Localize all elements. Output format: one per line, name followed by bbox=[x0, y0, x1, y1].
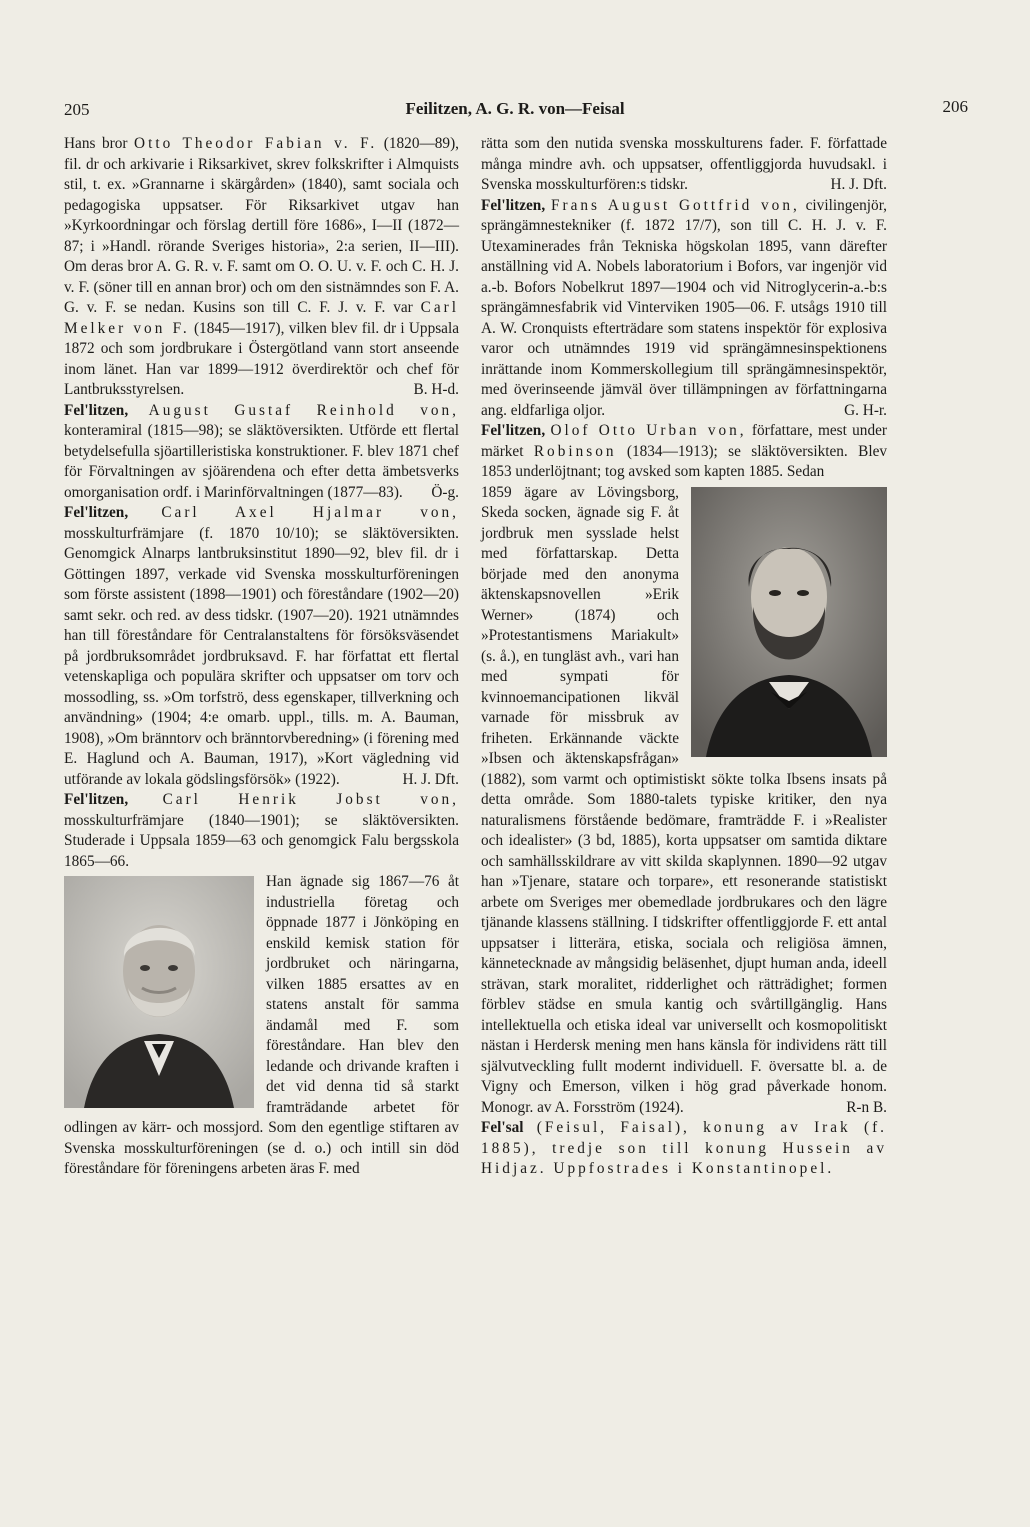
intro-text-2: (1820—89), fil. dr och arkivarie i Riksarkivet, skrev folkskrifter i Almquists stil, t. ex. »Grannarne i skärgården» (1840), samt sociala och pedagogiska uppsatser. För Riksarkivet utgav han »Kyrkoordningar och förslag dertill före 1686», I—II (1872—87; i »Handl. rörande Sveriges historia», 2:a serien, II—III). Om deras bror A. G. R. v. F. samt om O. O. U. v. F. och C. H. J. v. F. (söner till en annan bror) och om den sistnämndes son F. A. G. v. F. se nedan. Kusins son till C. F. J. v. F. var bbox=[64, 135, 459, 316]
entry-text: 1859 ägare av Lövingsborg, Skeda socken, ägnade sig F. åt jordbruk men sysslade helst med författarskap. Detta började med den anonyma äktenskapsnovellen »Erik Werner» (1874) och »Protestantismens Mariakult» (s. å.), en tungläst avh., vari han med sympati för kvinnoemancipationen likväl varnade för missbruk av friheten. Erkännande väckte »Ibsen och äktenskapsfrågan» (1882), som varmt och optimistiskt sökte tolka Ibsens insats på detta område. Som 1880-talets typiske kritiker, den nya naturalismens förstående bedömare, framträdde F. i »Realister och idealister» (3 bd, 1885), korta uppsatser om samtida diktare och samhällsskildrare av vitt skilda skaplynnen. 1890—92 utgav han »Tjenare, statare och torpare», ett resonerande statistiskt arbete om Sveriges mer obemedlade jordbrukares och den lägre tjänande klassens ställning. I tidskrifter offentliggjorde F. ett antal uppsatser i litterära, etiska, sociala och religiösa ämnen, kännetecknade av mångsidig beläsenhet, djupt human anda, ideell strävan, stark moralitet, ridderlighet och rätträdighet; formen förblev städse en smula kantig och svårtillgänglig. Hans intellektuella och etiska ideal var universellt och kosmopolitiskt nästan i Herdersk mening men hans känsla för individens rätt till självutveckling fullt modernt individuell. F. översatte bl. a. de Vigny och Emerson, vilken i hög grad påverkade honom. Monogr. av A. Forsström (1924). bbox=[481, 483, 887, 1116]
left-column bbox=[64, 134, 459, 1180]
signature: B. H-d. bbox=[413, 381, 459, 398]
entry-text: mosskulturfrämjare (f. 1870 10/10); se släktöversikten. Genomgick Alnarps lantbruksinstitut 1890—92, blev fil. dr i Göttingen 1897, verkade vid Svenska mosskulturföreningen som förste assistent (1898—1901) och föreståndare (1902—20) samt sekr. och red. av dess tidskr. (1907—20). 1921 utnämndes han till föreståndare för Centralanstaltens för försöksväsendet på jordbruksområdet jordbruksavd. F. har författat ett flertal vetenskapliga och populära skrifter och uppsatser om torv och mossodling, ss. »Om torfströ, dess egenskaper, tillverkning och användning» (1904; 4:e omarb. uppl., tills. m. A. Bauman, 1908), »Om bränntorv och bränntorvberedning» (i förening med E. Haglund och A. Bauman, 1917), »Kort vägledning vid utförande av lokala gödslingsförsök» (1922). bbox=[64, 524, 459, 788]
entry-frans-august bbox=[481, 196, 887, 422]
signature: H. J. Dft. bbox=[402, 770, 459, 788]
entry-headword: Fel'litzen, bbox=[64, 791, 129, 808]
portrait-image bbox=[64, 876, 254, 1108]
entry-text: (Feisul, Faisal), konung av Irak (f. 1885), tredje son till konung Hussein av Hidjaz. Uppfostrades i Konstantinopel. bbox=[481, 1119, 887, 1177]
page-number-left: 205 bbox=[64, 100, 90, 119]
entry-headword: Fel'litzen, bbox=[481, 422, 546, 439]
entry-name: Carl Axel Hjalmar von, bbox=[161, 504, 459, 521]
entry-text: författare, mest under märket bbox=[481, 422, 887, 460]
page-number-right: 206 bbox=[942, 97, 968, 116]
right-column bbox=[481, 134, 887, 1180]
intro-name-otto: Otto Theodor Fabian v. F. bbox=[134, 135, 378, 152]
entry-text: konteramiral (1815—98); se släktöversikten. Utförde ett flertal betydelsefulla sjöartilleristiska konstruktioner. F. blev 1871 chef för Förvaltningen av sjöärendena och efter detta ämbetsverks omorganisation ordf. i Marinförvaltningen (1877—83). bbox=[64, 422, 459, 501]
signature: H. J. Dft. bbox=[830, 176, 887, 193]
entry-text: Han ägnade sig 1867—76 åt industriella företag och öppnade 1877 i Jönköping en enskild kemisk station för jordbruket och näringarna, vilken 1885 ersattes av en statens anstalt för samma ändamål med F. som föreståndare. Han blev den ledande och drivande kraften i det vid denna tid så starkt framträdande arbetet för odlingen av kärr- och mossjord. Som den egentlige stiftaren av Svenska mosskulturföreningen (se d. o.) och intill sin död föreståndare för föreningens arbeten äras F. med bbox=[64, 873, 459, 1177]
portrait-image bbox=[691, 487, 887, 757]
entry-carl-henrik-continued bbox=[64, 872, 459, 1180]
signature: Ö-g. bbox=[431, 483, 459, 501]
entry-text: civilingenjör, sprängämnestekniker (f. 1872 17/7), son till C. H. J. v. F. Utexaminerades från Tekniska högskolan 1895, vann därefter anställning vid A. Nobels laboratorium i Bofors, var ingenjör vid a.-b. Bofors Nobelkrut 1897—1904 och vid Nitroglycerin-a.-b:s sprängämnesfabrik vid Vinterviken 1905—06. F. utsågs 1910 till A. W. Cronquists efterträdare som statens inspektör för explosiva varor och utnämndes 1919 vid sprängämnesinspektionens inrättande inom Kommerskollegium till sprängämnesinspektör, med överinseende jämväl över tillämpningen av författningarna ang. eldfarliga oljor. bbox=[481, 196, 888, 419]
entry-name: August Gustaf Reinhold von, bbox=[148, 401, 460, 419]
entry-headword: Fel'litzen, bbox=[64, 504, 129, 521]
entry-text: mosskulturfrämjare (1840—1901); se släktöversikten. Studerade i Uppsala 1859—63 och genomgick Falu bergsskola 1865—66. bbox=[64, 811, 459, 870]
entry-text: (1834—1913); se släktöversikten. Blev 1853 underlöjtnant; tog avsked som kapten 1885. Sedan bbox=[481, 442, 888, 480]
entry-headword: Fel'litzen, bbox=[64, 401, 129, 419]
entry-olof-otto bbox=[481, 421, 887, 483]
entry-name: Olof Otto Urban von, bbox=[550, 422, 747, 439]
entry-olof-otto-continued bbox=[481, 483, 887, 1119]
entry-headword: Fel'sal bbox=[481, 1119, 524, 1136]
signature: R-n B. bbox=[846, 1098, 887, 1116]
entry-headword: Fel'litzen, bbox=[481, 196, 546, 214]
entry-name: Frans August Gottfrid von, bbox=[550, 196, 800, 214]
running-title: Feilitzen, A. G. R. von—Feisal bbox=[405, 99, 625, 118]
intro-text-1: Hans bror bbox=[64, 135, 135, 152]
signature: G. H-r. bbox=[844, 401, 887, 419]
portrait-olof-otto bbox=[691, 487, 887, 757]
entry-carl-axel bbox=[64, 503, 459, 790]
entry-family-intro bbox=[64, 134, 459, 401]
entry-feisal bbox=[481, 1118, 887, 1180]
intro-name-carl-melker: Carl Melker von F. bbox=[64, 299, 459, 337]
portrait-carl-henrik bbox=[64, 876, 254, 1108]
entry-august-gustaf bbox=[64, 401, 459, 504]
intro-text-3: (1845—1917), vilken blev fil. dr i Uppsala 1872 och som jordbrukare i Östergötland vann stort anseende inom länet. Han var 1899—1912 överdirektör och chef för Lantbruksstyrelsen. bbox=[64, 319, 460, 398]
entry-carl-henrik-end bbox=[481, 134, 887, 196]
entry-carl-henrik bbox=[64, 790, 459, 872]
entry-text: rätta som den nutida svenska mosskulturens fader. F. författade många mindre avh. och uppsatser, offentliggjorda huvudsakl. i Svenska mosskulturfören:s tidskr. bbox=[481, 135, 887, 193]
entry-pseudonym: Robinson bbox=[533, 442, 617, 460]
entry-name: Carl Henrik Jobst von, bbox=[162, 791, 459, 808]
